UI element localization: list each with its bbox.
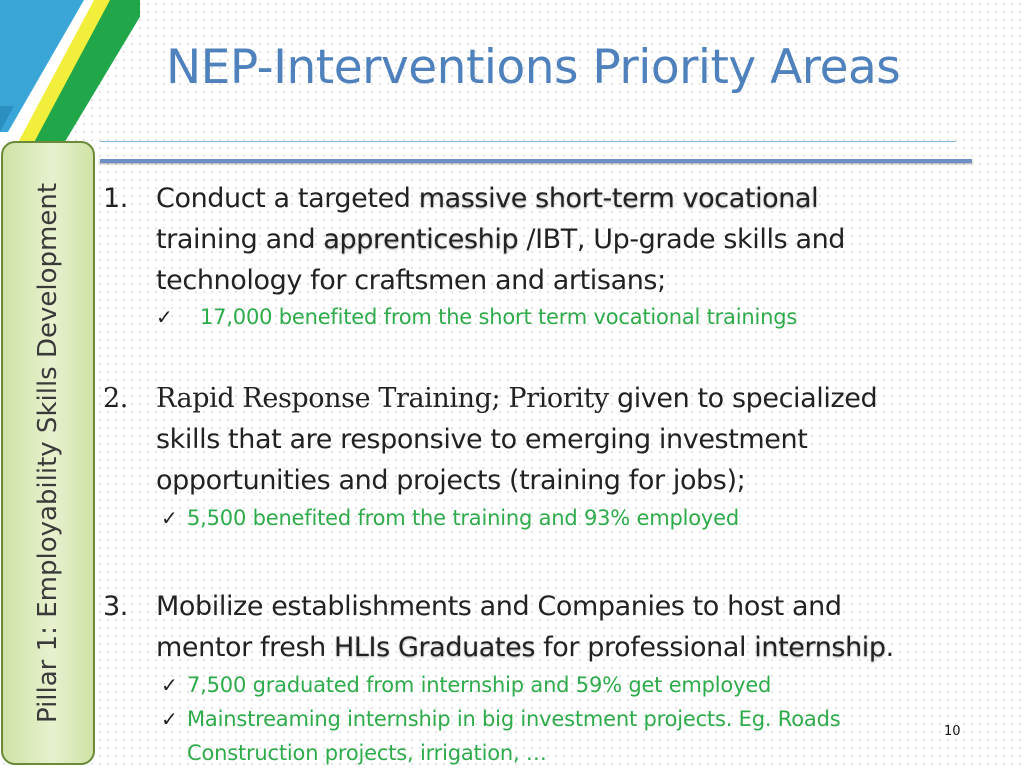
item-number: 2. xyxy=(103,383,128,414)
item-line: Mobilize establishments and Companies to host and xyxy=(156,591,842,622)
result-text: 7,500 graduated from internship and 59% get employed xyxy=(187,673,772,697)
item-number: 1. xyxy=(103,183,128,214)
title-divider-thick xyxy=(100,159,972,163)
checkmark-icon: ✓ xyxy=(161,673,178,697)
result-item-continued xyxy=(103,736,993,770)
highlight-text: apprenticeship xyxy=(323,224,519,255)
result-item xyxy=(103,702,993,736)
result-item xyxy=(103,668,993,702)
result-text: Mainstreaming internship in big investment projects. Eg. Roads xyxy=(187,707,841,731)
checkmark-icon: ✓ xyxy=(161,506,178,530)
item-line xyxy=(156,378,993,419)
item-text: mentor fresh xyxy=(156,632,334,663)
result-text: Construction projects, irrigation, … xyxy=(187,741,547,765)
highlight-text: internship xyxy=(754,632,886,663)
list-item xyxy=(103,586,993,668)
item-number: 3. xyxy=(103,591,128,622)
highlight-text: HLIs Graduates xyxy=(334,632,535,663)
result-text: 17,000 benefited from the short term vocational trainings xyxy=(200,305,798,329)
slide-title: NEP-Interventions Priority Areas xyxy=(166,40,901,95)
result-item xyxy=(103,300,993,334)
item-line xyxy=(156,178,993,219)
item-text: training and xyxy=(156,224,324,255)
item-line: technology for craftsmen and artisans; xyxy=(156,265,666,296)
result-text: 5,500 benefited from the training and 93% employed xyxy=(187,506,739,530)
checkmark-icon: ✓ xyxy=(161,707,178,731)
corner-decoration xyxy=(0,0,140,150)
item-text: /IBT, Up-grade skills and xyxy=(518,224,846,255)
list-item xyxy=(103,178,993,301)
item-line xyxy=(156,219,993,260)
highlight-text: massive short-term vocational xyxy=(418,183,819,214)
item-line: skills that are responsive to emerging investment xyxy=(156,424,808,455)
item-line: opportunities and projects (training for jobs); xyxy=(156,465,746,496)
checkmark-icon: ✓ xyxy=(156,305,173,329)
result-item xyxy=(103,501,993,535)
item-text: for professional xyxy=(535,632,755,663)
item-text: given to specialized xyxy=(616,383,878,414)
pillar-label: Pillar 1: Employability Skills Development xyxy=(33,182,63,724)
item-text: . xyxy=(885,632,894,663)
item-text: Conduct a targeted xyxy=(156,183,419,214)
pillar-sidebar xyxy=(1,141,95,765)
title-divider-thin xyxy=(100,141,956,142)
list-item xyxy=(103,378,993,501)
item-text: Rapid Response Training; Priority xyxy=(156,383,617,414)
item-line xyxy=(156,627,993,668)
page-number: 10 xyxy=(944,724,961,739)
priority-list xyxy=(103,178,993,770)
